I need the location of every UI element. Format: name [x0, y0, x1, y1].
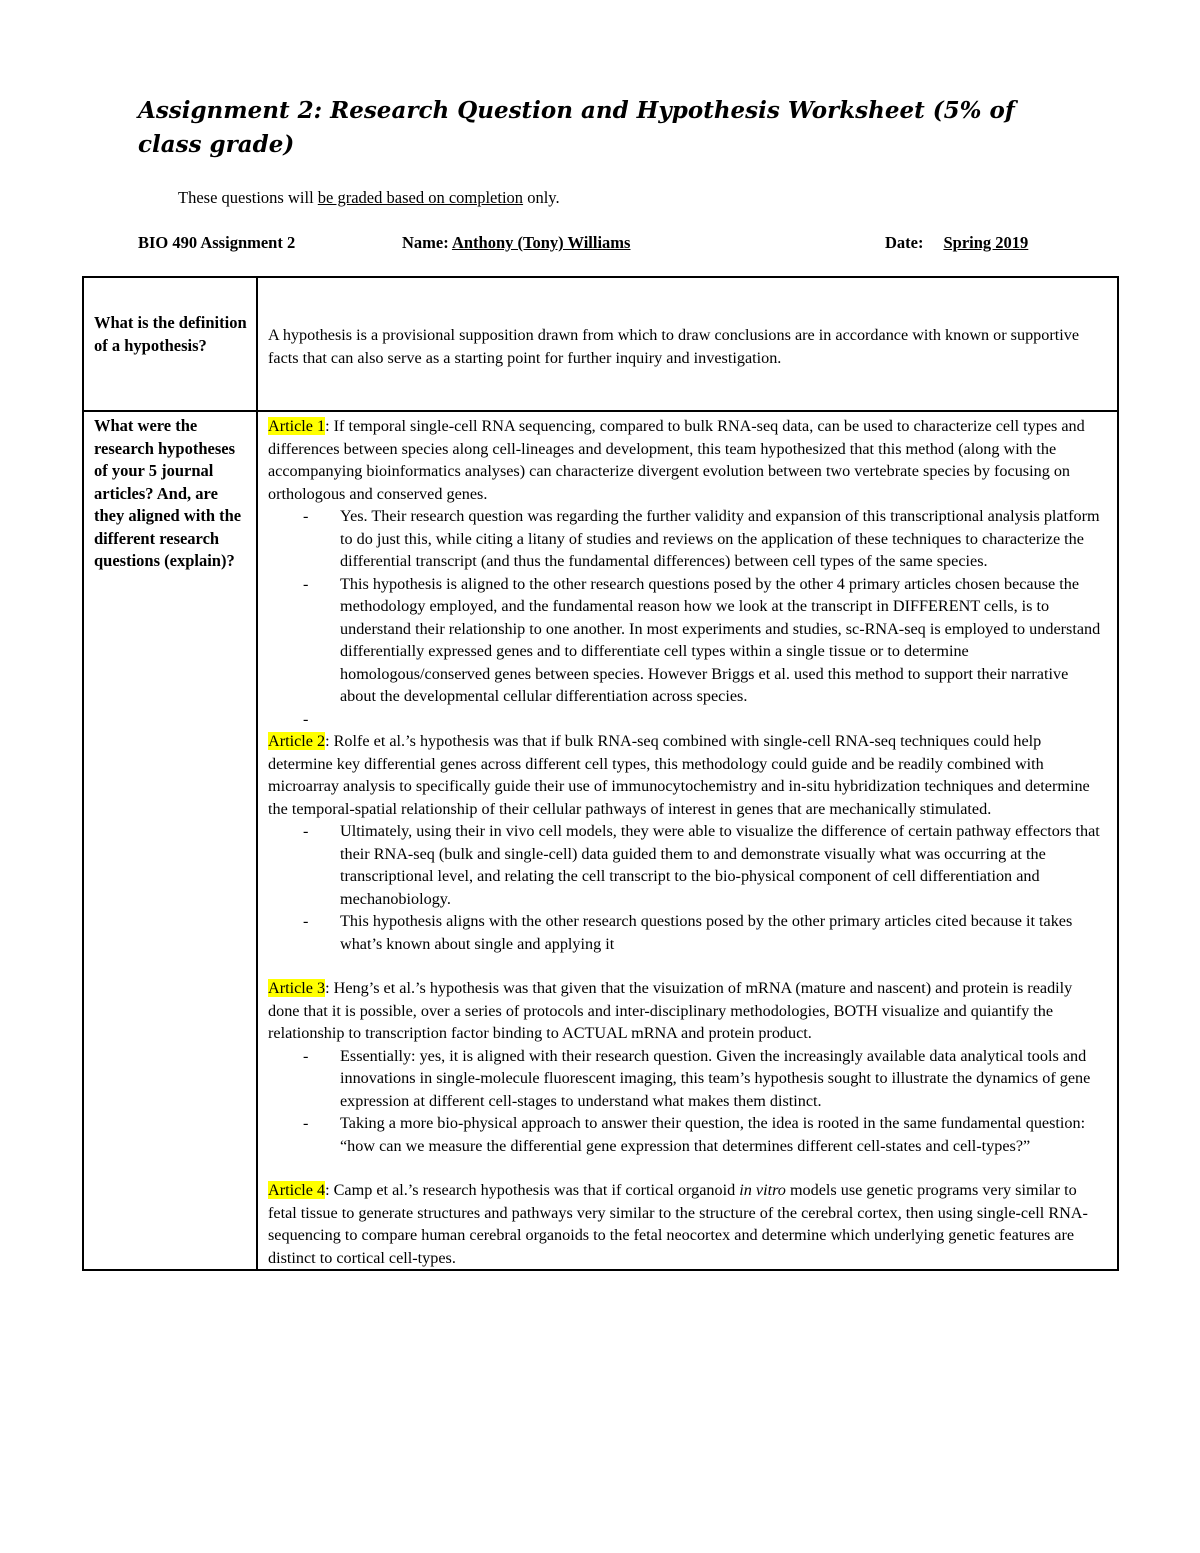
worksheet-table — [82, 276, 1119, 1271]
question-cell — [83, 277, 257, 411]
list-item: - Yes. Their research question was regarding the further validity and expansion of this transcriptional analysis platform to do just this, while citing a litany of studies and reviews on the application of these techniques to characterize the differential transcript (and thus the fundamental differences) between cell types of the same species. — [340, 505, 1107, 573]
article-2-paragraph — [268, 730, 1107, 820]
table-row-definition — [83, 277, 1118, 411]
list-item: - Taking a more bio-physical approach to answer their question, the idea is rooted in the same fundamental question: “how can we measure the differential gene expression that determines different cell-states and cell-types?” — [340, 1112, 1107, 1157]
question-text: What is the definition of a hypothesis? — [94, 313, 247, 355]
article-3-bullets — [268, 1045, 1107, 1158]
list-item: - Ultimately, using their in vivo cell models, they were able to visualize the difference of certain pathway effectors that their RNA-seq (bulk and single-cell) data guided them to and demonstrate visually what was occurring at the transcriptional level, and relating the cell transcript to the bio-physical component of cell differentiation and mechanobiology. — [340, 820, 1107, 910]
table-row-hypotheses — [83, 411, 1118, 1270]
question-cell — [83, 411, 257, 1270]
answer-text: A hypothesis is a provisional supposition drawn from which to draw conclusions are in accordance with known or supportive facts that can also serve as a starting point for further inquiry and investigation. — [268, 326, 1080, 367]
list-item: - This hypothesis is aligned to the other research questions posed by the other 4 primary articles chosen because the methodology employed, and the fundamental reason how we look at the transcript in DIFFERENT cells, is to understand their relationship to one another. In most experiments and studies, sc-RNA-seq is employed to understand differentially expressed genes and to differentiate cell types within a single tissue or to determine homologous/conserved genes between species. However Briggs et al. used this method to support their narrative about the developmental cellular differentiation across species. — [340, 573, 1107, 708]
article-2-label: Article 2 — [268, 732, 326, 750]
list-item — [340, 708, 1107, 731]
list-item: - This hypothesis aligns with the other research questions posed by the other primary articles cited because it takes what’s known about single and applying it — [340, 910, 1107, 955]
article-2-text: : Rolfe et al.’s hypothesis was that if bulk RNA-seq combined with single-cell RNA-seq techniques could help determine key differential genes across different cell types, this methodology could guide and be readily combined with microarray analysis to specifically guide their use of immunocytochemistry and in-situ hybridization techniques and determine the temporal-spatial relationship of their cellular pathways of interest in genes that are mechanically stimulated. — [268, 732, 1090, 818]
article-4-label: Article 4 — [268, 1181, 326, 1199]
date-label: Date: — [885, 233, 924, 252]
worksheet-title: Assignment 2: Research Question and Hypothesis Worksheet (5% of class grade) — [138, 97, 1015, 158]
article-2-bullets — [268, 820, 1107, 955]
grading-note-underlined: be graded based on completion — [317, 188, 524, 207]
name-label: Name: — [402, 233, 449, 252]
date-value: Spring 2019 — [943, 233, 1029, 252]
student-name — [402, 232, 630, 254]
article-1-bullets — [268, 505, 1107, 730]
article-3-paragraph — [268, 977, 1107, 1045]
answer-cell — [257, 277, 1118, 411]
article-3-label: Article 3 — [268, 979, 326, 997]
list-item: - Essentially: yes, it is aligned with their research question. Given the increasingly available data analytical tools and innovations in single-molecule fluorescent imaging, this team’s hypothesis sought to illustrate the dynamics of gene expression at different cell-stages to understand what makes them distinct. — [340, 1045, 1107, 1113]
spacer — [268, 1157, 1107, 1179]
grading-note — [178, 187, 560, 209]
course-label: BIO 490 Assignment 2 — [138, 233, 296, 252]
article-4-text-italic: in vitro — [739, 1181, 786, 1199]
article-4-text-before: : Camp et al.’s research hypothesis was that if cortical organoid — [325, 1181, 740, 1199]
grading-note-prefix: These questions will — [178, 188, 318, 207]
article-1-text: : If temporal single-cell RNA sequencing, compared to bulk RNA-seq data, can be used to characterize cell types and differences between species along cell-lineages and development, this team hypothesized that this method (along with the accompanying bioinformatics analyses) can characterize divergent evolution between two vertebrate species by focusing on orthologous and conserved genes. — [268, 417, 1085, 503]
article-1-label: Article 1 — [268, 417, 326, 435]
date-field — [885, 232, 1028, 254]
article-3-text: : Heng’s et al.’s hypothesis was that given that the visuization of mRNA (mature and nascent) and protein is readily done that it is possible, over a series of protocols and inter-disciplinary methodologies, BOTH visualize and quiantify the relationship to transcription factor binding to ACTUAL mRNA and protein product. — [268, 979, 1073, 1042]
grading-note-suffix: only. — [523, 188, 560, 207]
spacer — [268, 955, 1107, 977]
name-value: Anthony (Tony) Williams — [451, 233, 631, 252]
answer-body — [258, 412, 1117, 1269]
answer-cell — [257, 411, 1118, 1270]
question-text: What were the research hypotheses of your 5 journal articles? And, are they aligned with the different research questions (explain)? — [94, 416, 242, 570]
article-4-text-after: models use genetic programs very similar to fetal tissue to generate structures and pathways very similar to the structure of the cerebral cortex, then using single-cell RNA-sequencing to compare human cerebral organoids to the fetal neocortex and determine which underlying genetic features are distinct to cortical cell-types. — [268, 1181, 1088, 1267]
article-4-paragraph — [268, 1179, 1107, 1269]
article-1-paragraph — [268, 415, 1107, 505]
